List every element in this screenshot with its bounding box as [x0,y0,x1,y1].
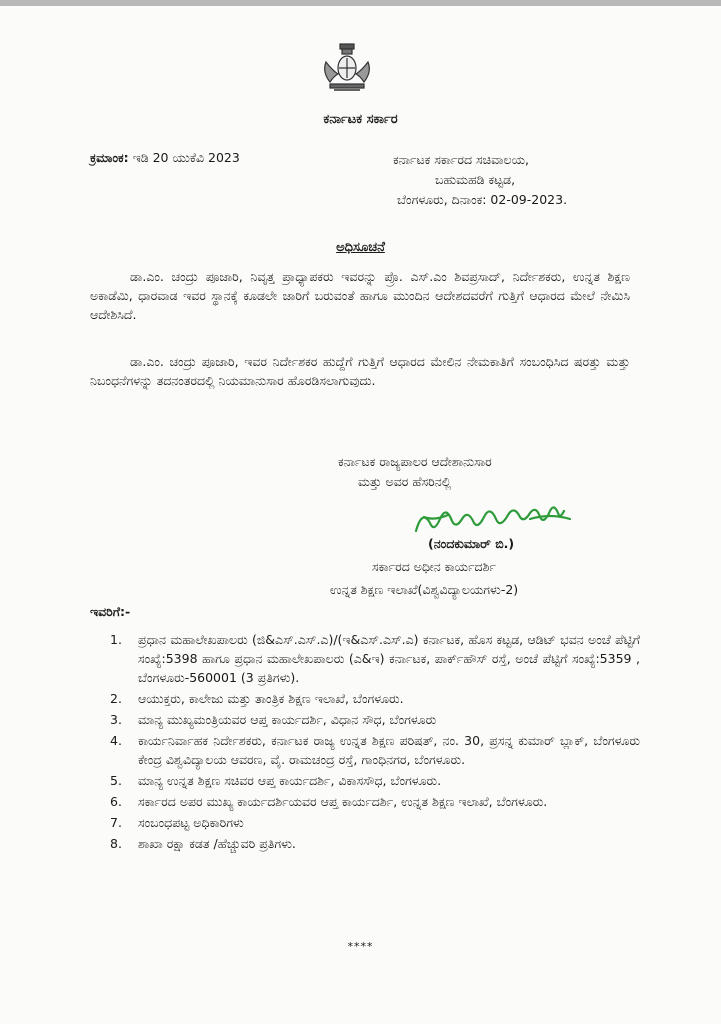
list-item [110,689,640,708]
list-item-text: ಸರ್ಕಾರದ ಅಪರ ಮುಖ್ಯ ಕಾರ್ಯದರ್ಶಿಯವರ ಆಪ್ತ ಕಾರ್ಯದರ್ಶಿ, ಉನ್ನತ ಶಿಕ್ಷಣ ಇಲಾಖೆ, ಬೆಂಗಳೂರು. [138,794,548,809]
recipients-label: ಇವರಿಗೆ:- [90,604,131,619]
address-line-2: ಬಹುಮಹಡಿ ಕಟ್ಟಡ, [435,172,516,187]
list-item [110,771,640,790]
authority-block [338,452,492,492]
list-item [110,834,640,853]
list-item-number: 1. [110,632,122,647]
list-item-number: 7. [110,815,122,830]
reference-label: ಕ್ರಮಾಂಕ: [90,150,129,165]
top-border-strip [0,0,721,6]
address-line-1: ಕರ್ನಾಟಕ ಸರ್ಕಾರದ ಸಚಿವಾಲಯ, [393,152,529,167]
list-item-number: 6. [110,794,122,809]
list-item [110,792,640,811]
recipients-list [110,630,640,855]
authority-line-1: ಕರ್ನಾಟಕ ರಾಜ್ಯಪಾಲರ ಆದೇಶಾನುಸಾರ [338,454,492,469]
list-item [110,630,640,687]
karnataka-emblem-icon [318,40,376,98]
signatory-designation: ಸರ್ಕಾರದ ಅಧೀನ ಕಾರ್ಯದರ್ಶಿ [372,559,496,574]
notification-paragraph-2: ಡಾ.ಎಂ. ಚಂದ್ರು ಪೂಜಾರಿ, ಇವರ ನಿರ್ದೇಶಕರ ಹುದ್ದೆಗೆ ಗುತ್ತಿಗೆ ಆಧಾರದ ಮೇಲಿನ ನೇಮಕಾತಿಗೆ ಸಂಬಂಧಿಸಿದ ಷರತ್ತು ಮತ್ತು ನಿಬಂಧನೆಗಳನ್ನು ತದನಂತರದಲ್ಲಿ ನಿಯಮಾನುಸಾರ ಹೊರಡಿಸಲಾಗುವುದು. [90,354,630,388]
list-item-text: ಕಾರ್ಯನಿರ್ವಾಹಕ ನಿರ್ದೇಶಕರು, ಕರ್ನಾಟಕ ರಾಜ್ಯ ಉನ್ನತ ಶಿಕ್ಷಣ ಪರಿಷತ್, ನಂ. 30, ಪ್ರಸನ್ನ ಕುಮಾರ್ ಬ್ಲಾಕ್, ಬೆಂಗಳೂರು ಕೇಂದ್ರ ವಿಶ್ವವಿದ್ಯಾಲಯ ಆವರಣ, ವೈ. ರಾಮಚಂದ್ರ ರಸ್ತೆ, ಗಾಂಧಿನಗರ, ಬೆಂಗಳೂರು. [138,733,640,767]
list-item-number: 3. [110,712,122,727]
authority-line-2: ಮತ್ತು ಅವರ ಹೆಸರಿನಲ್ಲಿ [358,474,452,489]
list-item-text: ಆಯುಕ್ತರು, ಕಾಲೇಜು ಮತ್ತು ತಾಂತ್ರಿಕ ಶಿಕ್ಷಣ ಇಲಾಖೆ, ಬೆಂಗಳೂರು. [138,691,404,706]
address-date-line: ಬೆಂಗಳೂರು, ದಿನಾಂಕ: 02-09-2023. [397,192,568,207]
list-item-number: 2. [110,691,122,706]
government-title: ಕರ್ನಾಟಕ ಸರ್ಕಾರ [323,112,398,127]
list-item-number: 8. [110,836,122,851]
list-item-text: ಶಾಖಾ ರಕ್ಷಾ ಕಡತ /ಹೆಚ್ಚುವರಿ ಪ್ರತಿಗಳು. [138,836,296,851]
notification-paragraph-1: ಡಾ.ಎಂ. ಚಂದ್ರು ಪೂಜಾರಿ, ನಿವೃತ್ತ ಪ್ರಾಧ್ಯಾಪಕರು ಇವರನ್ನು ಪ್ರೊ. ಎಸ್.ಎಂ ಶಿವಪ್ರಸಾದ್, ನಿರ್ದೇಶಕರು, ಉನ್ನತ ಶಿಕ್ಷಣ ಅಕಾಡೆಮಿ, ಧಾರವಾಡ ಇವರ ಸ್ಥಾನಕ್ಕೆ ಕೂಡಲೇ ಜಾರಿಗೆ ಬರುವಂತೆ ಹಾಗೂ ಮುಂದಿನ ಆದೇಶದವರೆಗೆ ಗುತ್ತಿಗೆ ಆಧಾರದ ಮೇಲೆ ನೇಮಿಸಿ ಆದೇಶಿಸಿದೆ. [90,269,630,322]
signatory-department: ಉನ್ನತ ಶಿಕ್ಷಣ ಇಲಾಖೆ(ವಿಶ್ವವಿದ್ಯಾಲಯಗಳು-2) [330,582,519,597]
list-item-text: ಸಂಬಂಧಪಟ್ಟ ಅಧಿಕಾರಿಗಳು [138,815,244,830]
list-item [110,731,640,769]
office-address [393,150,567,210]
signatory-name: (ನಂದಕುಮಾರ್ ಬಿ.) [428,536,515,551]
reference-value: ಇಡಿ 20 ಯುಕೆವಿ 2023 [132,150,240,165]
reference-number [90,150,240,166]
list-item-text: ಮಾನ್ಯ ಮುಖ್ಯಮಂತ್ರಿಯವರ ಆಪ್ತ ಕಾರ್ಯದರ್ಶಿ, ವಿಧಾನ ಸೌಧ, ಬೆಂಗಳೂರು [138,712,437,727]
list-item-number: 5. [110,773,122,788]
list-item-text: ಮಾನ್ಯ ಉನ್ನತ ಶಿಕ್ಷಣ ಸಚಿವರ ಆಪ್ತ ಕಾರ್ಯದರ್ಶಿ, ವಿಕಾಸಸೌಧ, ಬೆಂಗಳೂರು. [138,773,442,788]
list-item [110,710,640,729]
end-marker: **** [347,940,374,953]
list-item-number: 4. [110,733,122,748]
notification-heading: ಅಧಿಸೂಚನೆ [336,240,385,255]
list-item [110,813,640,832]
list-item-text: ಪ್ರಧಾನ ಮಹಾಲೇಖಪಾಲರು (ಜಿ&ಎಸ್.ಎಸ್.ಎ)/(ಇ&ಎಸ್.ಎಸ್.ಎ) ಕರ್ನಾಟಕ, ಹೊಸ ಕಟ್ಟಡ, ಆಡಿಟ್ ಭವನ ಅಂಚೆ ಪೆಟ್ಟಿಗೆ ಸಂಖ್ಯೆ:5398 ಹಾಗೂ ಪ್ರಧಾನ ಮಹಾಲೇಖಪಾಲರು (ಎ&ಇ) ಕರ್ನಾಟಕ, ಪಾರ್ಕ್‌ಹೌಸ್ ರಸ್ತೆ, ಅಂಚೆ ಪೆಟ್ಟಿಗೆ ಸಂಖ್ಯೆ:5359 , ಬೆಂಗಳೂರು-560001 (3 ಪ್ರತಿಗಳು). [138,632,640,685]
